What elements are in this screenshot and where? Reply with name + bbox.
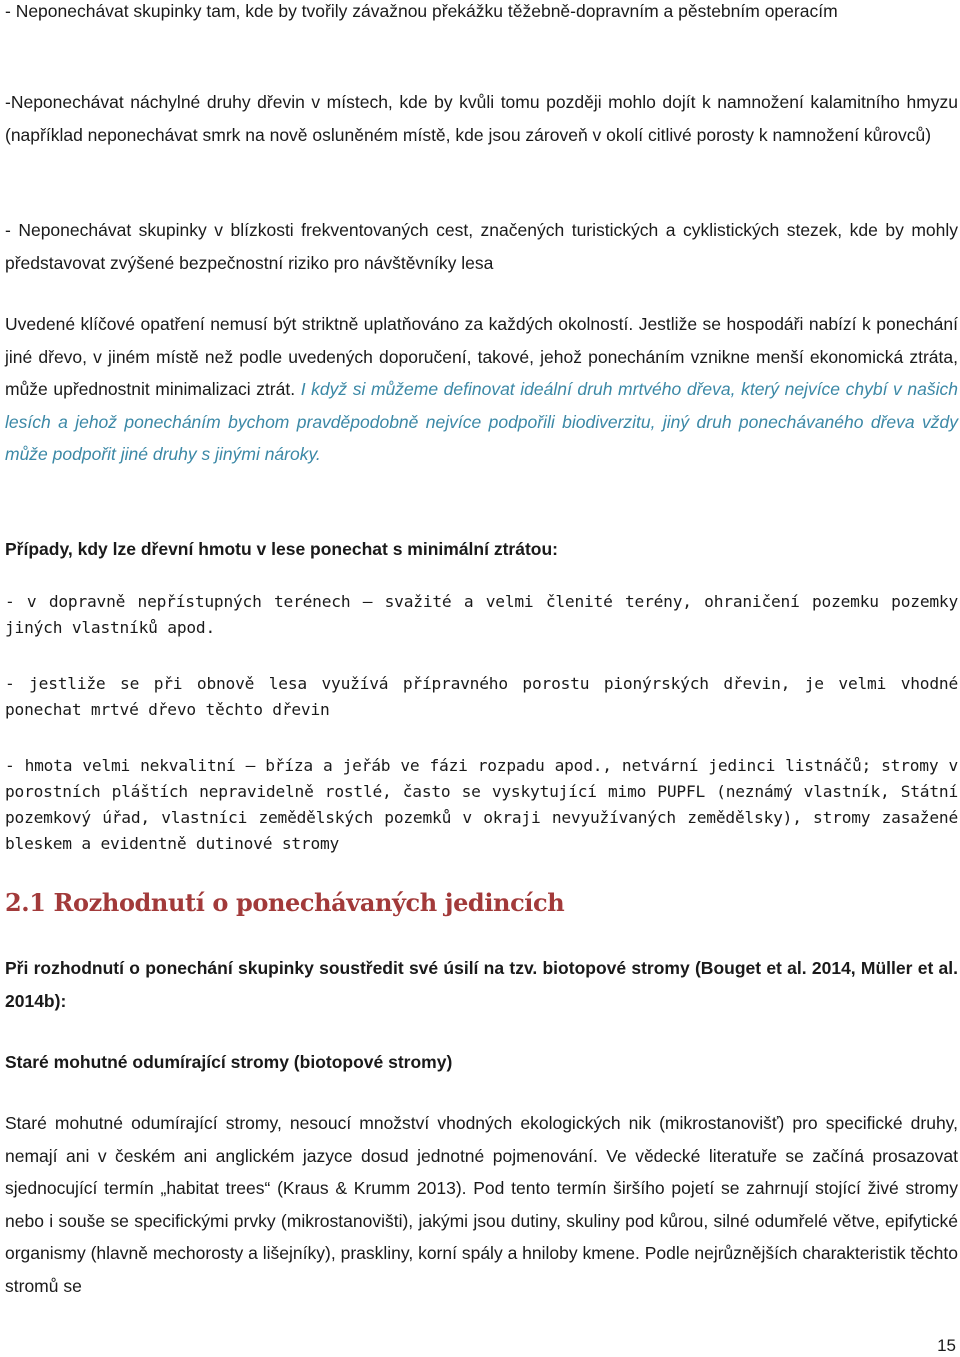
paragraph-key-measure-italic: I když si můžeme definovat ideální druh mrtvého dřeva, který nejvíce chybí v našich lesích a jehož ponecháním bychom pravděpodobně nejvíce podpořili biodiverzitu, jiný druh ponechávaného dřeva vždy může podpořit jiné druhy s jinými nároky. (5, 379, 958, 464)
section-heading: 2.1 Rozhodnutí o ponechávaných jedincích (5, 888, 565, 917)
bullet-trail-safety: - Neponechávat skupinky v blízkosti frekventovaných cest, značených turistických a cyklistických stezek, kde by mohly představovat zvýšené bezpečnostní riziko pro návštěvníky lesa (5, 220, 958, 273)
case-inaccessible-terrain: - v dopravně nepřístupných terénech – svažité a velmi členité terény, ohraničení pozemku pozemky jiných vlastníků apod. (5, 592, 958, 637)
bullet-overlap-obstacle: - Neponechávat skupinky tam, kde by tvořily závažnou překážku těžebně-dopravním a pěstebním operacím (5, 1, 838, 21)
page-number: 15 (937, 1336, 956, 1355)
case-pioneer-stand: - jestliže se při obnově lesa využívá přípravného porostu pionýrských dřevin, je velmi vhodné ponechat mrtvé dřevo těchto dřevin (5, 674, 958, 719)
decision-statement: Při rozhodnutí o ponechání skupinky soustředit své úsilí na tzv. biotopové stromy (Bouget et al. 2014, Müller et al. 2014b): (5, 958, 958, 1011)
paragraph-key-measure-text: Uvedené klíčové opatření nemusí být striktně uplatňováno za každých okolností. Jestliže se hospodáři nabízí k ponechání jiné dřevo, v jiném místě než podle uvedených doporučení, takové, jehož ponecháním vznikne menší ekonomická ztráta, může upřednostnit minimalizaci ztrát. (5, 314, 958, 399)
paragraph-key-measure (5, 308, 958, 471)
cases-heading: Případy, kdy lze dřevní hmotu v lese ponechat s minimální ztrátou: (5, 539, 558, 559)
case-low-quality-wood: - hmota velmi nekvalitní – bříza a jeřáb ve fázi rozpadu apod., netvární jedinci listnáčů; stromy v porostních pláštích nepravidelně rostlé, často se vyskytující mimo PUPFL (neznámý vlastník, Státní pozemkový úřad, vlastníci zemědělských pozemků v okraji nevyužívaných zemědělsky), stromy zasažené bleskem a evidentně dutinové stromy (5, 756, 958, 853)
bullet-pest-risk: -Neponechávat náchylné druhy dřevin v místech, kde by kvůli tomu později mohlo dojít k namnožení kalamitního hmyzu (například neponechávat smrk na nově osluněném místě, kde jsou zároveň v okolí citlivé porosty k namnožení kůrovců) (5, 92, 958, 145)
paragraph-habitat-trees: Staré mohutné odumírající stromy, nesoucí množství vhodných ekologických nik (mikrostanovišť) pro specifické druhy, nemají ani v českém ani anglickém jazyce dosud jednotné pojmenování. Ve vědecké literatuře se začíná prosazovat sjednocující termín „habitat trees“ (Kraus & Krumm 2013). Pod tento termín širšího pojetí se zahrnují stojící živé stromy nebo i souše se specifickými prvky (mikrostanovišti), jakými jsou dutiny, skuliny pod kůrou, silné odumřelé větve, epifytické organismy (hlavně mechorosty a lišejníky), praskliny, korní spály a hniloby kmene. Podle nejrůznějších charakteristik těchto stromů se (5, 1113, 958, 1296)
subheading-habitat-trees: Staré mohutné odumírající stromy (biotopové stromy) (5, 1052, 453, 1072)
